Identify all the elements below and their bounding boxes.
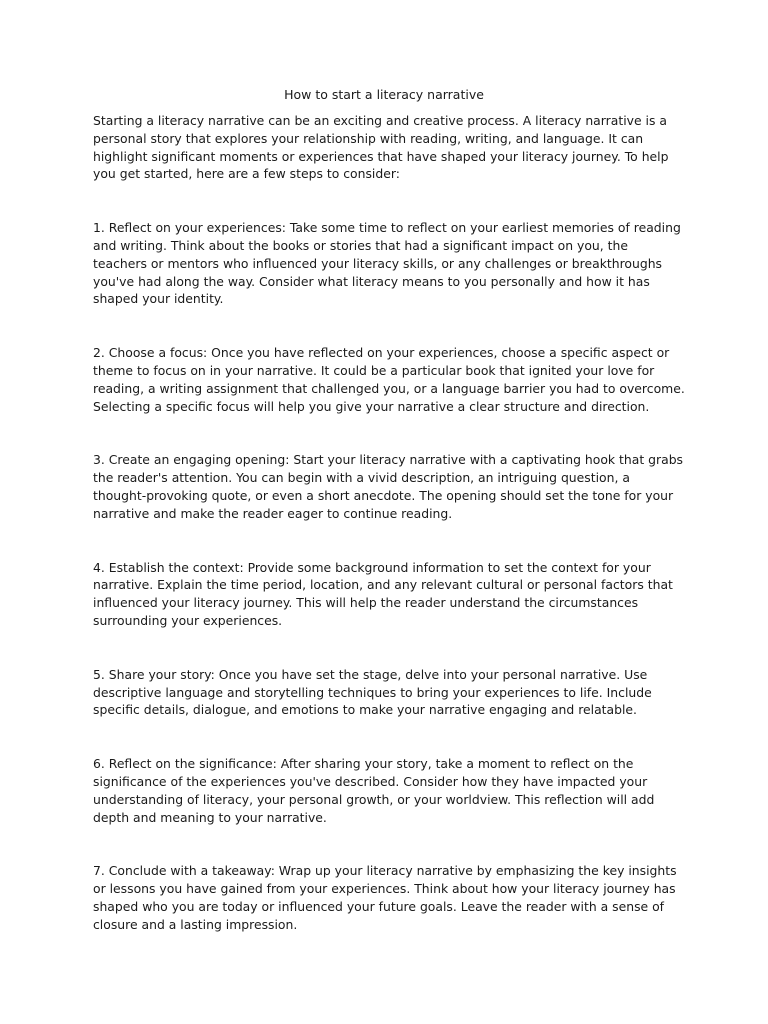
document-body <box>93 112 685 934</box>
step-3-paragraph: 3. Create an engaging opening: Start your literacy narrative with a captivating hook that grabs the reader's attention. You can begin with a vivid description, an intriguing question, a thought-provoking quote, or even a short anecdote. The opening should set the tone for your narrative and make the reader eager to continue reading. <box>93 452 684 521</box>
intro-paragraph: Starting a literacy narrative can be an exciting and creative process. A literacy narrative is a personal story that explores your relationship with reading, writing, and language. It can highlight significant moments or experiences that have shaped your literacy journey. To help you get started, here are a few steps to consider: <box>93 113 669 182</box>
step-4-paragraph: 4. Establish the context: Provide some background information to set the context for your narrative. Explain the time period, location, and any relevant cultural or personal factors that influenced your literacy journey. This will help the reader understand the circumstances surrounding your experiences. <box>93 559 673 628</box>
step-2-paragraph: 2. Choose a focus: Once you have reflected on your experiences, choose a specific aspect or theme to focus on in your narrative. It could be a particular book that ignited your love for reading, a writing assignment that challenged you, or a language barrier you had to overcome. Selecting a specific focus will help you give your narrative a clear structure and direction. <box>93 345 685 414</box>
document-title: How to start a literacy narrative <box>284 87 484 102</box>
step-7-paragraph: 7. Conclude with a takeaway: Wrap up your literacy narrative by emphasizing the key insights or lessons you have gained from your experiences. Think about how your literacy journey has shaped who you are today or influenced your future goals. Leave the reader with a sense of closure and a lasting impression. <box>93 863 677 932</box>
step-1-paragraph: 1. Reflect on your experiences: Take some time to reflect on your earliest memories of reading and writing. Think about the books or stories that had a significant impact on you, the teachers or mentors who influenced your literacy skills, or any challenges or breakthroughs you've had along the way. Consider what literacy means to you personally and how it has shaped your identity. <box>93 220 681 307</box>
step-6-paragraph: 6. Reflect on the significance: After sharing your story, take a moment to reflect on the significance of the experiences you've described. Consider how they have impacted your understanding of literacy, your personal growth, or your worldview. This reflection will add depth and meaning to your narrative. <box>93 756 655 825</box>
step-5-paragraph: 5. Share your story: Once you have set the stage, delve into your personal narrative. Use descriptive language and storytelling techniques to bring your experiences to life. Include specific details, dialogue, and emotions to make your narrative engaging and relatable. <box>93 666 652 718</box>
